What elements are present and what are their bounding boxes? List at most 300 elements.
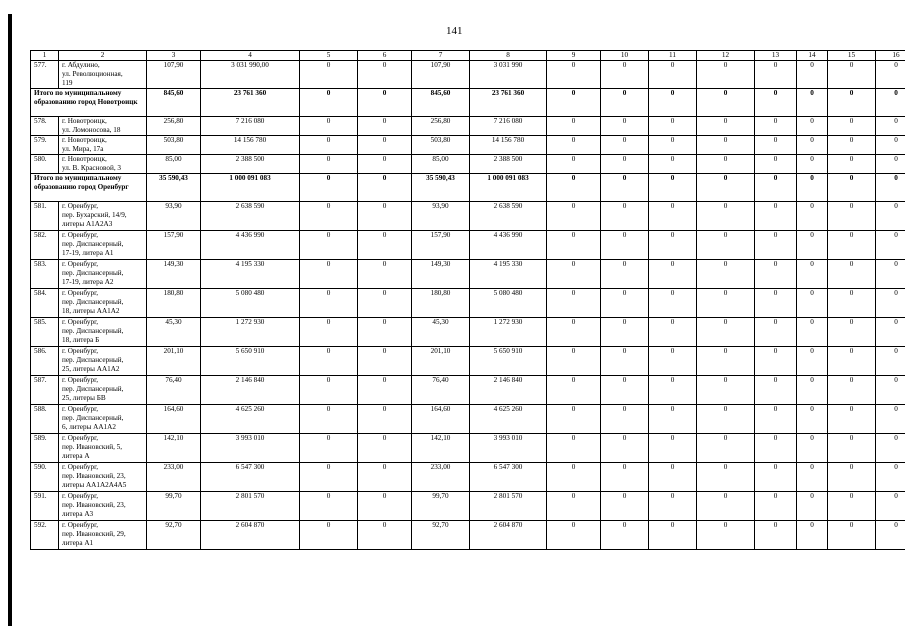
table-cell: 0: [828, 260, 876, 289]
table-cell: 0: [697, 405, 755, 434]
table-cell: 503,80: [412, 136, 470, 155]
table-cell: 0: [755, 434, 797, 463]
table-cell: 0: [828, 136, 876, 155]
table-cell: 4 195 330: [470, 260, 547, 289]
table-row: [31, 463, 905, 492]
column-header: 6: [358, 51, 412, 61]
table-cell: 3 993 010: [470, 434, 547, 463]
table-row: [31, 117, 905, 136]
row-number: 592.: [31, 521, 59, 550]
table-cell: 0: [876, 376, 905, 405]
total-row: [31, 89, 905, 117]
table-cell: 0: [828, 289, 876, 318]
table-cell: 0: [300, 434, 358, 463]
table-cell: 0: [755, 347, 797, 376]
table-cell: 0: [876, 434, 905, 463]
table-cell: 0: [300, 155, 358, 174]
table-cell: 0: [300, 117, 358, 136]
table-cell: 0: [601, 463, 649, 492]
row-number: 581.: [31, 202, 59, 231]
table-cell: 0: [797, 405, 828, 434]
table-cell: 3 031 990: [470, 61, 547, 89]
table-cell: 92,70: [412, 521, 470, 550]
address-cell: г. Оренбург, пер. Диспансерный, 18, литера Б: [59, 318, 147, 347]
total-cell: 0: [828, 174, 876, 202]
table-cell: 0: [876, 155, 905, 174]
page-number: 141: [446, 25, 463, 37]
table-cell: 92,70: [147, 521, 201, 550]
table-cell: 2 638 590: [201, 202, 300, 231]
table-cell: 14 156 780: [201, 136, 300, 155]
table-cell: 180,80: [412, 289, 470, 318]
table-cell: 6 547 300: [470, 463, 547, 492]
total-cell: 845,60: [412, 89, 470, 117]
table-cell: 0: [649, 347, 697, 376]
row-number: 583.: [31, 260, 59, 289]
table-cell: 0: [876, 117, 905, 136]
total-cell: 23 761 360: [201, 89, 300, 117]
table-cell: 503,80: [147, 136, 201, 155]
table-cell: 0: [601, 405, 649, 434]
table-cell: 0: [649, 405, 697, 434]
table-cell: 4 625 260: [470, 405, 547, 434]
table-cell: 0: [876, 463, 905, 492]
table-cell: 0: [828, 492, 876, 521]
table-row: [31, 289, 905, 318]
table-cell: 0: [828, 463, 876, 492]
table-cell: 0: [876, 231, 905, 260]
table-row: [31, 155, 905, 174]
address-cell: г. Оренбург, пер. Ивановский, 29, литера А1: [59, 521, 147, 550]
table-cell: 2 604 870: [201, 521, 300, 550]
table-cell: 149,30: [147, 260, 201, 289]
table-cell: 0: [828, 117, 876, 136]
table-row: [31, 376, 905, 405]
table-cell: 2 638 590: [470, 202, 547, 231]
table-cell: 233,00: [147, 463, 201, 492]
address-cell: г. Оренбург, пер. Диспансерный, 6, литеры АА1А2: [59, 405, 147, 434]
column-header: 2: [59, 51, 147, 61]
table-cell: 3 993 010: [201, 434, 300, 463]
table-cell: 0: [697, 231, 755, 260]
register-table: [30, 50, 905, 550]
table-cell: 0: [828, 405, 876, 434]
table-row: [31, 136, 905, 155]
address-cell: г. Оренбург, пер. Ивановский, 23, литеры АА1А2А4А5: [59, 463, 147, 492]
table-cell: 107,90: [412, 61, 470, 89]
table-cell: 0: [358, 61, 412, 89]
table-cell: 0: [358, 260, 412, 289]
table-cell: 0: [358, 463, 412, 492]
column-header: 3: [147, 51, 201, 61]
table-cell: 164,60: [412, 405, 470, 434]
table-cell: 3 031 990,00: [201, 61, 300, 89]
column-header: 10: [601, 51, 649, 61]
table-cell: 5 080 480: [470, 289, 547, 318]
address-cell: г. Оренбург, пер. Диспансерный, 17-19, литера А1: [59, 231, 147, 260]
total-cell: 845,60: [147, 89, 201, 117]
table-cell: 0: [828, 61, 876, 89]
table-cell: 0: [797, 117, 828, 136]
total-cell: 0: [828, 89, 876, 117]
table-cell: 201,10: [147, 347, 201, 376]
total-cell: 35 590,43: [147, 174, 201, 202]
total-cell: 0: [697, 174, 755, 202]
total-cell: 0: [358, 89, 412, 117]
table-cell: 157,90: [412, 231, 470, 260]
column-header: 7: [412, 51, 470, 61]
table-cell: 0: [755, 492, 797, 521]
address-cell: г. Абдулино, ул. Революционная, 119: [59, 61, 147, 89]
table-cell: 0: [300, 260, 358, 289]
table-cell: 76,40: [412, 376, 470, 405]
table-cell: 0: [797, 434, 828, 463]
total-cell: 0: [547, 89, 601, 117]
table-cell: 201,10: [412, 347, 470, 376]
table-cell: 0: [547, 434, 601, 463]
total-cell: 0: [797, 174, 828, 202]
table-cell: 0: [601, 117, 649, 136]
table-cell: 0: [876, 405, 905, 434]
table-cell: 0: [358, 202, 412, 231]
row-number: 580.: [31, 155, 59, 174]
table-cell: 0: [649, 202, 697, 231]
table-cell: 0: [697, 117, 755, 136]
table-cell: 0: [300, 231, 358, 260]
table-cell: 1 272 930: [470, 318, 547, 347]
total-cell: 23 761 360: [470, 89, 547, 117]
total-cell: 0: [755, 174, 797, 202]
address-cell: г. Оренбург, пер. Диспансерный, 25, литеры БВ: [59, 376, 147, 405]
table-cell: 149,30: [412, 260, 470, 289]
table-cell: 0: [601, 61, 649, 89]
table-cell: 0: [797, 61, 828, 89]
table-cell: 0: [601, 155, 649, 174]
table-cell: 0: [755, 405, 797, 434]
address-cell: г. Новотроицк, ул. Ломоносова, 18: [59, 117, 147, 136]
row-number: 577.: [31, 61, 59, 89]
table-cell: 0: [358, 117, 412, 136]
table-cell: 0: [300, 347, 358, 376]
address-cell: г. Оренбург, пер. Диспансерный, 18, литеры АА1А2: [59, 289, 147, 318]
table-cell: 0: [547, 492, 601, 521]
table-cell: 0: [649, 231, 697, 260]
table-cell: 0: [755, 202, 797, 231]
table-cell: 2 801 570: [470, 492, 547, 521]
row-number: 587.: [31, 376, 59, 405]
table-cell: 0: [876, 289, 905, 318]
table-cell: 142,10: [412, 434, 470, 463]
table-cell: 0: [755, 318, 797, 347]
address-cell: г. Оренбург, пер. Ивановский, 23, литера А3: [59, 492, 147, 521]
table-cell: 0: [300, 521, 358, 550]
column-header: 1: [31, 51, 59, 61]
column-number-row: [31, 51, 905, 61]
table-cell: 0: [601, 289, 649, 318]
table-cell: 99,70: [147, 492, 201, 521]
table-cell: 2 146 840: [201, 376, 300, 405]
table-cell: 0: [876, 61, 905, 89]
table-cell: 0: [697, 463, 755, 492]
row-number: 579.: [31, 136, 59, 155]
table-cell: 0: [300, 289, 358, 318]
table-cell: 0: [547, 289, 601, 318]
table-cell: 0: [358, 155, 412, 174]
table-cell: 0: [755, 117, 797, 136]
table-cell: 0: [876, 347, 905, 376]
total-cell: 35 590,43: [412, 174, 470, 202]
address-cell: г. Новотроицк, ул. В. Красновой, 3: [59, 155, 147, 174]
table-cell: 0: [649, 521, 697, 550]
table-cell: 85,00: [147, 155, 201, 174]
table-cell: 0: [755, 61, 797, 89]
total-cell: 0: [300, 174, 358, 202]
table-cell: 0: [797, 289, 828, 318]
table-cell: 0: [358, 231, 412, 260]
table-cell: 0: [876, 318, 905, 347]
column-header: 8: [470, 51, 547, 61]
total-label: Итого по муниципальному образованию город Новотроицк: [31, 89, 147, 117]
table-cell: 0: [797, 202, 828, 231]
table-cell: 0: [300, 463, 358, 492]
table-cell: 2 388 500: [470, 155, 547, 174]
table-cell: 0: [697, 260, 755, 289]
table-cell: 0: [828, 434, 876, 463]
table-cell: 0: [547, 376, 601, 405]
total-cell: 0: [649, 174, 697, 202]
table-cell: 0: [755, 260, 797, 289]
total-cell: 0: [797, 89, 828, 117]
table-cell: 2 146 840: [470, 376, 547, 405]
total-row: [31, 174, 905, 202]
column-header: 16: [876, 51, 905, 61]
table-cell: 0: [828, 318, 876, 347]
address-cell: г. Оренбург, пер. Диспансерный, 17-19, литера А2: [59, 260, 147, 289]
table-cell: 0: [649, 61, 697, 89]
table-cell: 0: [649, 117, 697, 136]
table-cell: 0: [697, 289, 755, 318]
table-cell: 0: [547, 202, 601, 231]
row-number: 582.: [31, 231, 59, 260]
column-header: 15: [828, 51, 876, 61]
table-cell: 0: [601, 434, 649, 463]
table-cell: 0: [300, 61, 358, 89]
total-cell: 0: [547, 174, 601, 202]
table-cell: 0: [547, 231, 601, 260]
table-cell: 0: [547, 521, 601, 550]
table-cell: 0: [601, 231, 649, 260]
table-cell: 0: [300, 318, 358, 347]
address-cell: г. Оренбург, пер. Диспансерный, 25, литеры АА1А2: [59, 347, 147, 376]
row-number: 591.: [31, 492, 59, 521]
row-number: 584.: [31, 289, 59, 318]
total-cell: 0: [697, 89, 755, 117]
table-cell: 0: [300, 492, 358, 521]
table-cell: 0: [649, 434, 697, 463]
table-cell: 0: [697, 61, 755, 89]
column-header: 4: [201, 51, 300, 61]
table-cell: 14 156 780: [470, 136, 547, 155]
table-cell: 0: [697, 434, 755, 463]
table-cell: 0: [547, 260, 601, 289]
table-row: [31, 260, 905, 289]
table-row: [31, 318, 905, 347]
total-cell: 0: [876, 89, 905, 117]
total-cell: 1 000 091 083: [201, 174, 300, 202]
table-cell: 2 388 500: [201, 155, 300, 174]
table-cell: 0: [755, 463, 797, 492]
table-row: [31, 61, 905, 89]
table-cell: 233,00: [412, 463, 470, 492]
table-cell: 0: [797, 492, 828, 521]
table-cell: 0: [649, 289, 697, 318]
row-number: 590.: [31, 463, 59, 492]
total-label: Итого по муниципальному образованию город Оренбург: [31, 174, 147, 202]
column-header: 12: [697, 51, 755, 61]
table-cell: 0: [358, 376, 412, 405]
table-cell: 0: [358, 318, 412, 347]
table-cell: 0: [755, 376, 797, 405]
table-cell: 0: [755, 155, 797, 174]
table-cell: 0: [649, 376, 697, 405]
column-header: 14: [797, 51, 828, 61]
table-cell: 0: [697, 136, 755, 155]
table-cell: 0: [300, 405, 358, 434]
table-cell: 0: [358, 136, 412, 155]
table-cell: 107,90: [147, 61, 201, 89]
left-margin-rule: [8, 14, 12, 626]
table-cell: 0: [828, 521, 876, 550]
table-cell: 256,80: [147, 117, 201, 136]
column-header: 11: [649, 51, 697, 61]
total-cell: 0: [649, 89, 697, 117]
table-cell: 45,30: [412, 318, 470, 347]
row-number: 588.: [31, 405, 59, 434]
address-cell: г. Оренбург, пер. Бухарский, 14/9, литеры А1А2А3: [59, 202, 147, 231]
table-cell: 0: [828, 231, 876, 260]
table-cell: 0: [601, 136, 649, 155]
table-cell: 0: [601, 318, 649, 347]
table-cell: 0: [358, 492, 412, 521]
table-cell: 4 195 330: [201, 260, 300, 289]
table-cell: 5 080 480: [201, 289, 300, 318]
table-cell: 0: [358, 289, 412, 318]
table-cell: 0: [697, 521, 755, 550]
total-cell: 0: [601, 89, 649, 117]
table-cell: 0: [649, 155, 697, 174]
table-cell: 2 604 870: [470, 521, 547, 550]
table-cell: 0: [797, 463, 828, 492]
table-cell: 4 625 260: [201, 405, 300, 434]
table-cell: 0: [876, 521, 905, 550]
table-cell: 93,90: [412, 202, 470, 231]
table-cell: 0: [697, 318, 755, 347]
table-cell: 0: [358, 521, 412, 550]
table-cell: 0: [697, 202, 755, 231]
table-cell: 0: [697, 376, 755, 405]
table-cell: 0: [547, 61, 601, 89]
table-cell: 157,90: [147, 231, 201, 260]
table-cell: 0: [547, 405, 601, 434]
table-cell: 0: [547, 155, 601, 174]
table-cell: 0: [547, 136, 601, 155]
total-cell: 0: [876, 174, 905, 202]
table-cell: 0: [649, 463, 697, 492]
row-number: 585.: [31, 318, 59, 347]
table-cell: 0: [358, 434, 412, 463]
table-cell: 0: [797, 136, 828, 155]
table-cell: 0: [876, 202, 905, 231]
table-cell: 0: [797, 347, 828, 376]
total-cell: 0: [300, 89, 358, 117]
table-cell: 0: [828, 155, 876, 174]
table-cell: 0: [601, 492, 649, 521]
table-cell: 0: [601, 202, 649, 231]
row-number: 578.: [31, 117, 59, 136]
column-header: 5: [300, 51, 358, 61]
table-cell: 4 436 990: [201, 231, 300, 260]
table-cell: 4 436 990: [470, 231, 547, 260]
table-cell: 2 801 570: [201, 492, 300, 521]
table-cell: 5 650 910: [470, 347, 547, 376]
table-cell: 0: [649, 136, 697, 155]
table-cell: 0: [797, 318, 828, 347]
table-cell: 99,70: [412, 492, 470, 521]
table-cell: 7 216 080: [201, 117, 300, 136]
table-cell: 0: [649, 260, 697, 289]
table-row: [31, 521, 905, 550]
table-row: [31, 492, 905, 521]
table-cell: 0: [755, 289, 797, 318]
table-cell: 180,80: [147, 289, 201, 318]
total-cell: 0: [755, 89, 797, 117]
table-cell: 0: [300, 202, 358, 231]
table-row: [31, 231, 905, 260]
column-header: 9: [547, 51, 601, 61]
table-cell: 0: [547, 347, 601, 376]
table-cell: 0: [649, 492, 697, 521]
table-cell: 1 272 930: [201, 318, 300, 347]
table-cell: 93,90: [147, 202, 201, 231]
table-cell: 0: [601, 376, 649, 405]
table-cell: 0: [876, 260, 905, 289]
table-cell: 0: [358, 405, 412, 434]
table-cell: 0: [547, 318, 601, 347]
table-cell: 45,30: [147, 318, 201, 347]
table-cell: 0: [797, 231, 828, 260]
table-cell: 5 650 910: [201, 347, 300, 376]
table-cell: 0: [697, 347, 755, 376]
table-cell: 7 216 080: [470, 117, 547, 136]
table-cell: 0: [876, 136, 905, 155]
table-cell: 0: [797, 155, 828, 174]
table-body: [31, 61, 905, 550]
column-header: 13: [755, 51, 797, 61]
table-cell: 0: [300, 376, 358, 405]
table-cell: 6 547 300: [201, 463, 300, 492]
table-row: [31, 347, 905, 376]
table-row: [31, 434, 905, 463]
table-cell: 0: [828, 202, 876, 231]
table-cell: 0: [755, 521, 797, 550]
total-cell: 0: [601, 174, 649, 202]
table-cell: 0: [300, 136, 358, 155]
table-cell: 0: [797, 376, 828, 405]
table-cell: 0: [755, 136, 797, 155]
table-cell: 0: [755, 231, 797, 260]
row-number: 589.: [31, 434, 59, 463]
table-row: [31, 405, 905, 434]
